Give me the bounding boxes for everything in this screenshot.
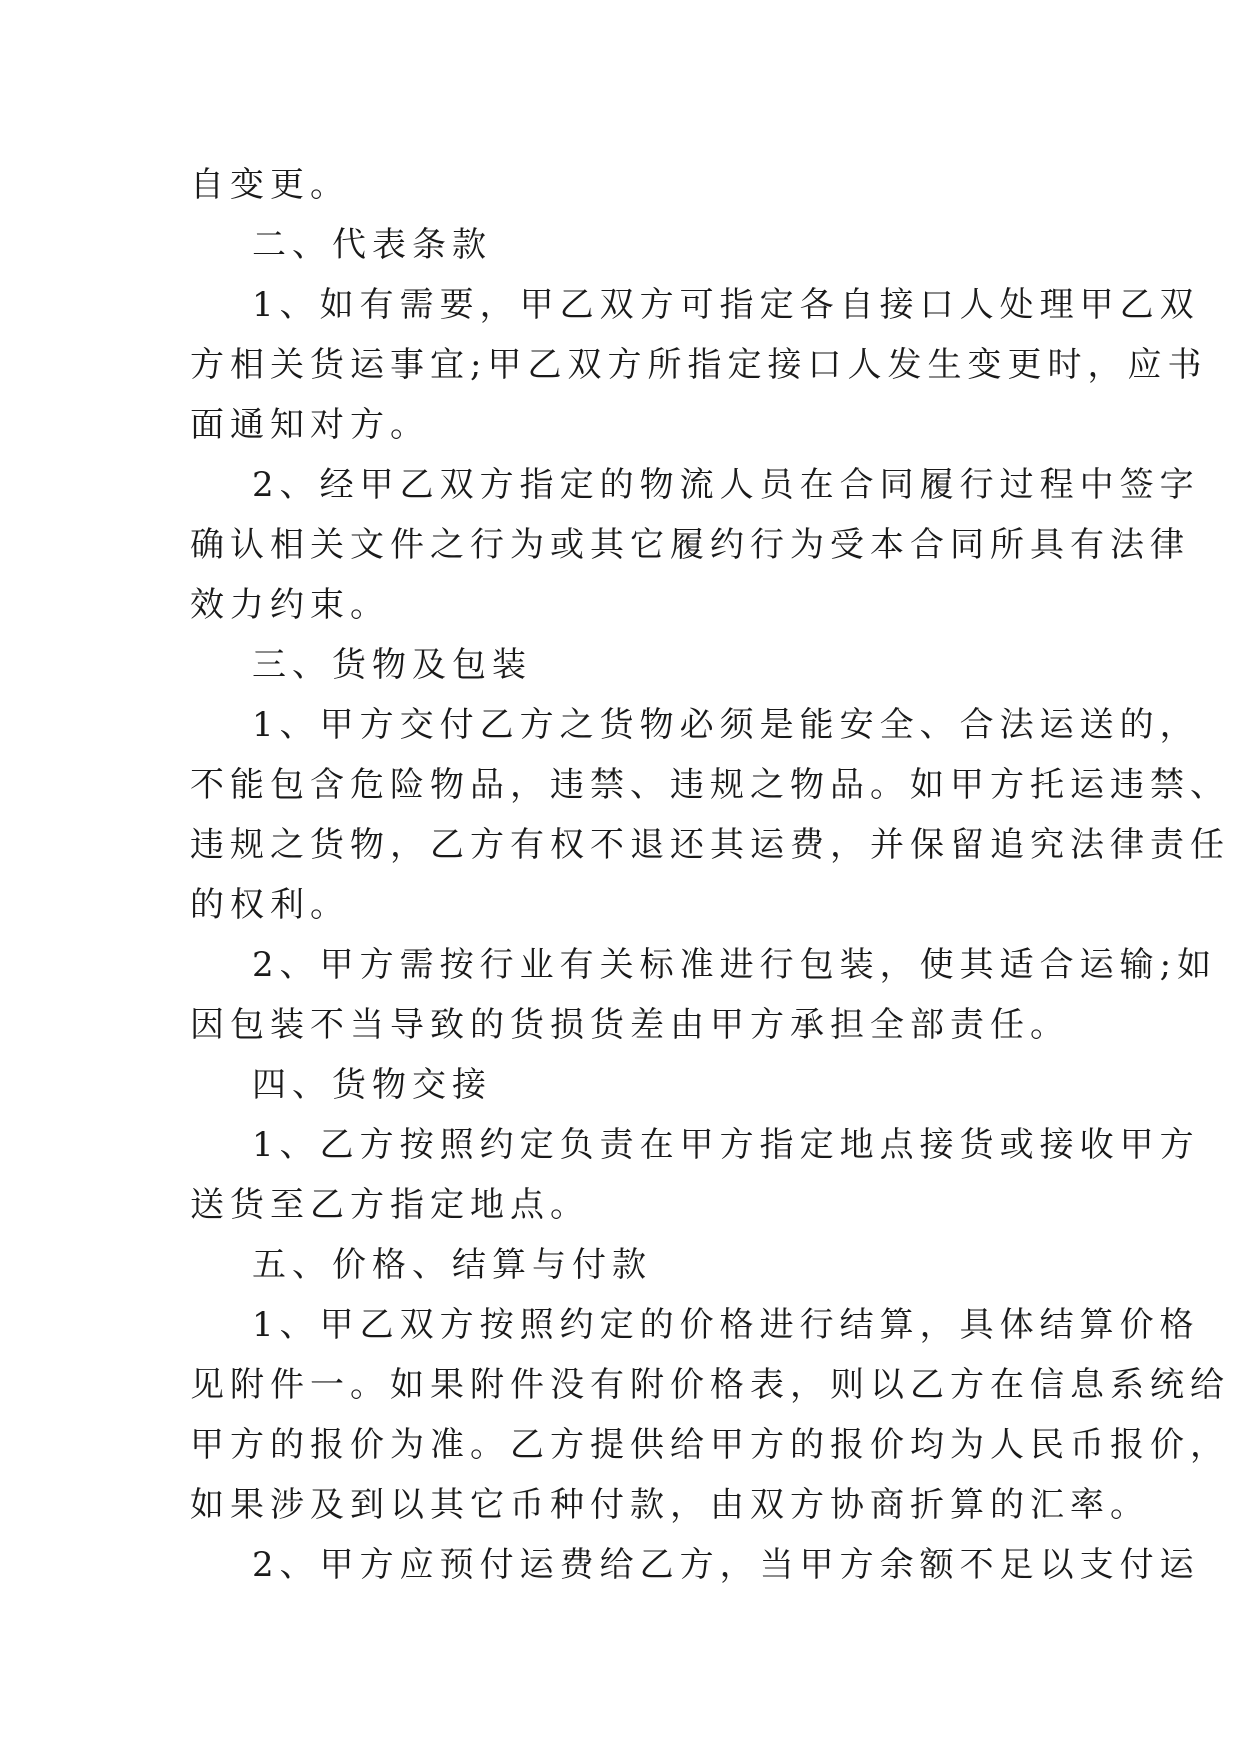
paragraph-line: 1、如有需要，甲乙双方可指定各自接口人处理甲乙双 — [252, 285, 1200, 325]
paragraph-line: 确认相关文件之行为或其它履约行为受本合同所具有法律 — [190, 525, 1190, 565]
paragraph-line: 2、经甲乙双方指定的物流人员在合同履行过程中签字 — [252, 465, 1200, 505]
document-page — [190, 155, 1230, 1595]
paragraph-line: 2、甲方需按行业有关标准进行包装，使其适合运输;如 — [252, 945, 1218, 985]
paragraph-line: 面通知对方。 — [190, 405, 430, 445]
paragraph-line: 如果涉及到以其它币种付款，由双方协商折算的汇率。 — [190, 1485, 1150, 1525]
paragraph-line: 的权利。 — [190, 885, 350, 925]
paragraph-line: 因包装不当导致的货损货差由甲方承担全部责任。 — [190, 1005, 1070, 1045]
paragraph-line: 违规之货物，乙方有权不退还其运费，并保留追究法律责任 — [190, 825, 1230, 865]
paragraph-line: 甲方的报价为准。乙方提供给甲方的报价均为人民币报价， — [190, 1425, 1230, 1465]
paragraph-line: 自变更。 — [190, 165, 350, 205]
section-heading-representatives: 二、代表条款 — [252, 225, 492, 265]
paragraph-line: 送货至乙方指定地点。 — [190, 1185, 590, 1225]
paragraph-line: 1、甲方交付乙方之货物必须是能安全、合法运送的， — [252, 705, 1200, 745]
paragraph-line: 1、乙方按照约定负责在甲方指定地点接货或接收甲方 — [252, 1125, 1200, 1165]
paragraph-line: 见附件一。如果附件没有附价格表，则以乙方在信息系统给 — [190, 1365, 1230, 1405]
section-heading-price-settlement: 五、价格、结算与付款 — [252, 1245, 652, 1285]
section-heading-goods-handover: 四、货物交接 — [252, 1065, 492, 1105]
paragraph-line: 2、甲方应预付运费给乙方，当甲方余额不足以支付运 — [252, 1545, 1200, 1585]
paragraph-line: 1、甲乙双方按照约定的价格进行结算，具体结算价格 — [252, 1305, 1200, 1345]
paragraph-line: 方相关货运事宜;甲乙双方所指定接口人发生变更时，应书 — [190, 345, 1208, 385]
paragraph-line: 不能包含危险物品，违禁、违规之物品。如甲方托运违禁、 — [190, 765, 1230, 805]
paragraph-line: 效力约束。 — [190, 585, 390, 625]
section-heading-goods-packaging: 三、货物及包装 — [252, 645, 532, 685]
